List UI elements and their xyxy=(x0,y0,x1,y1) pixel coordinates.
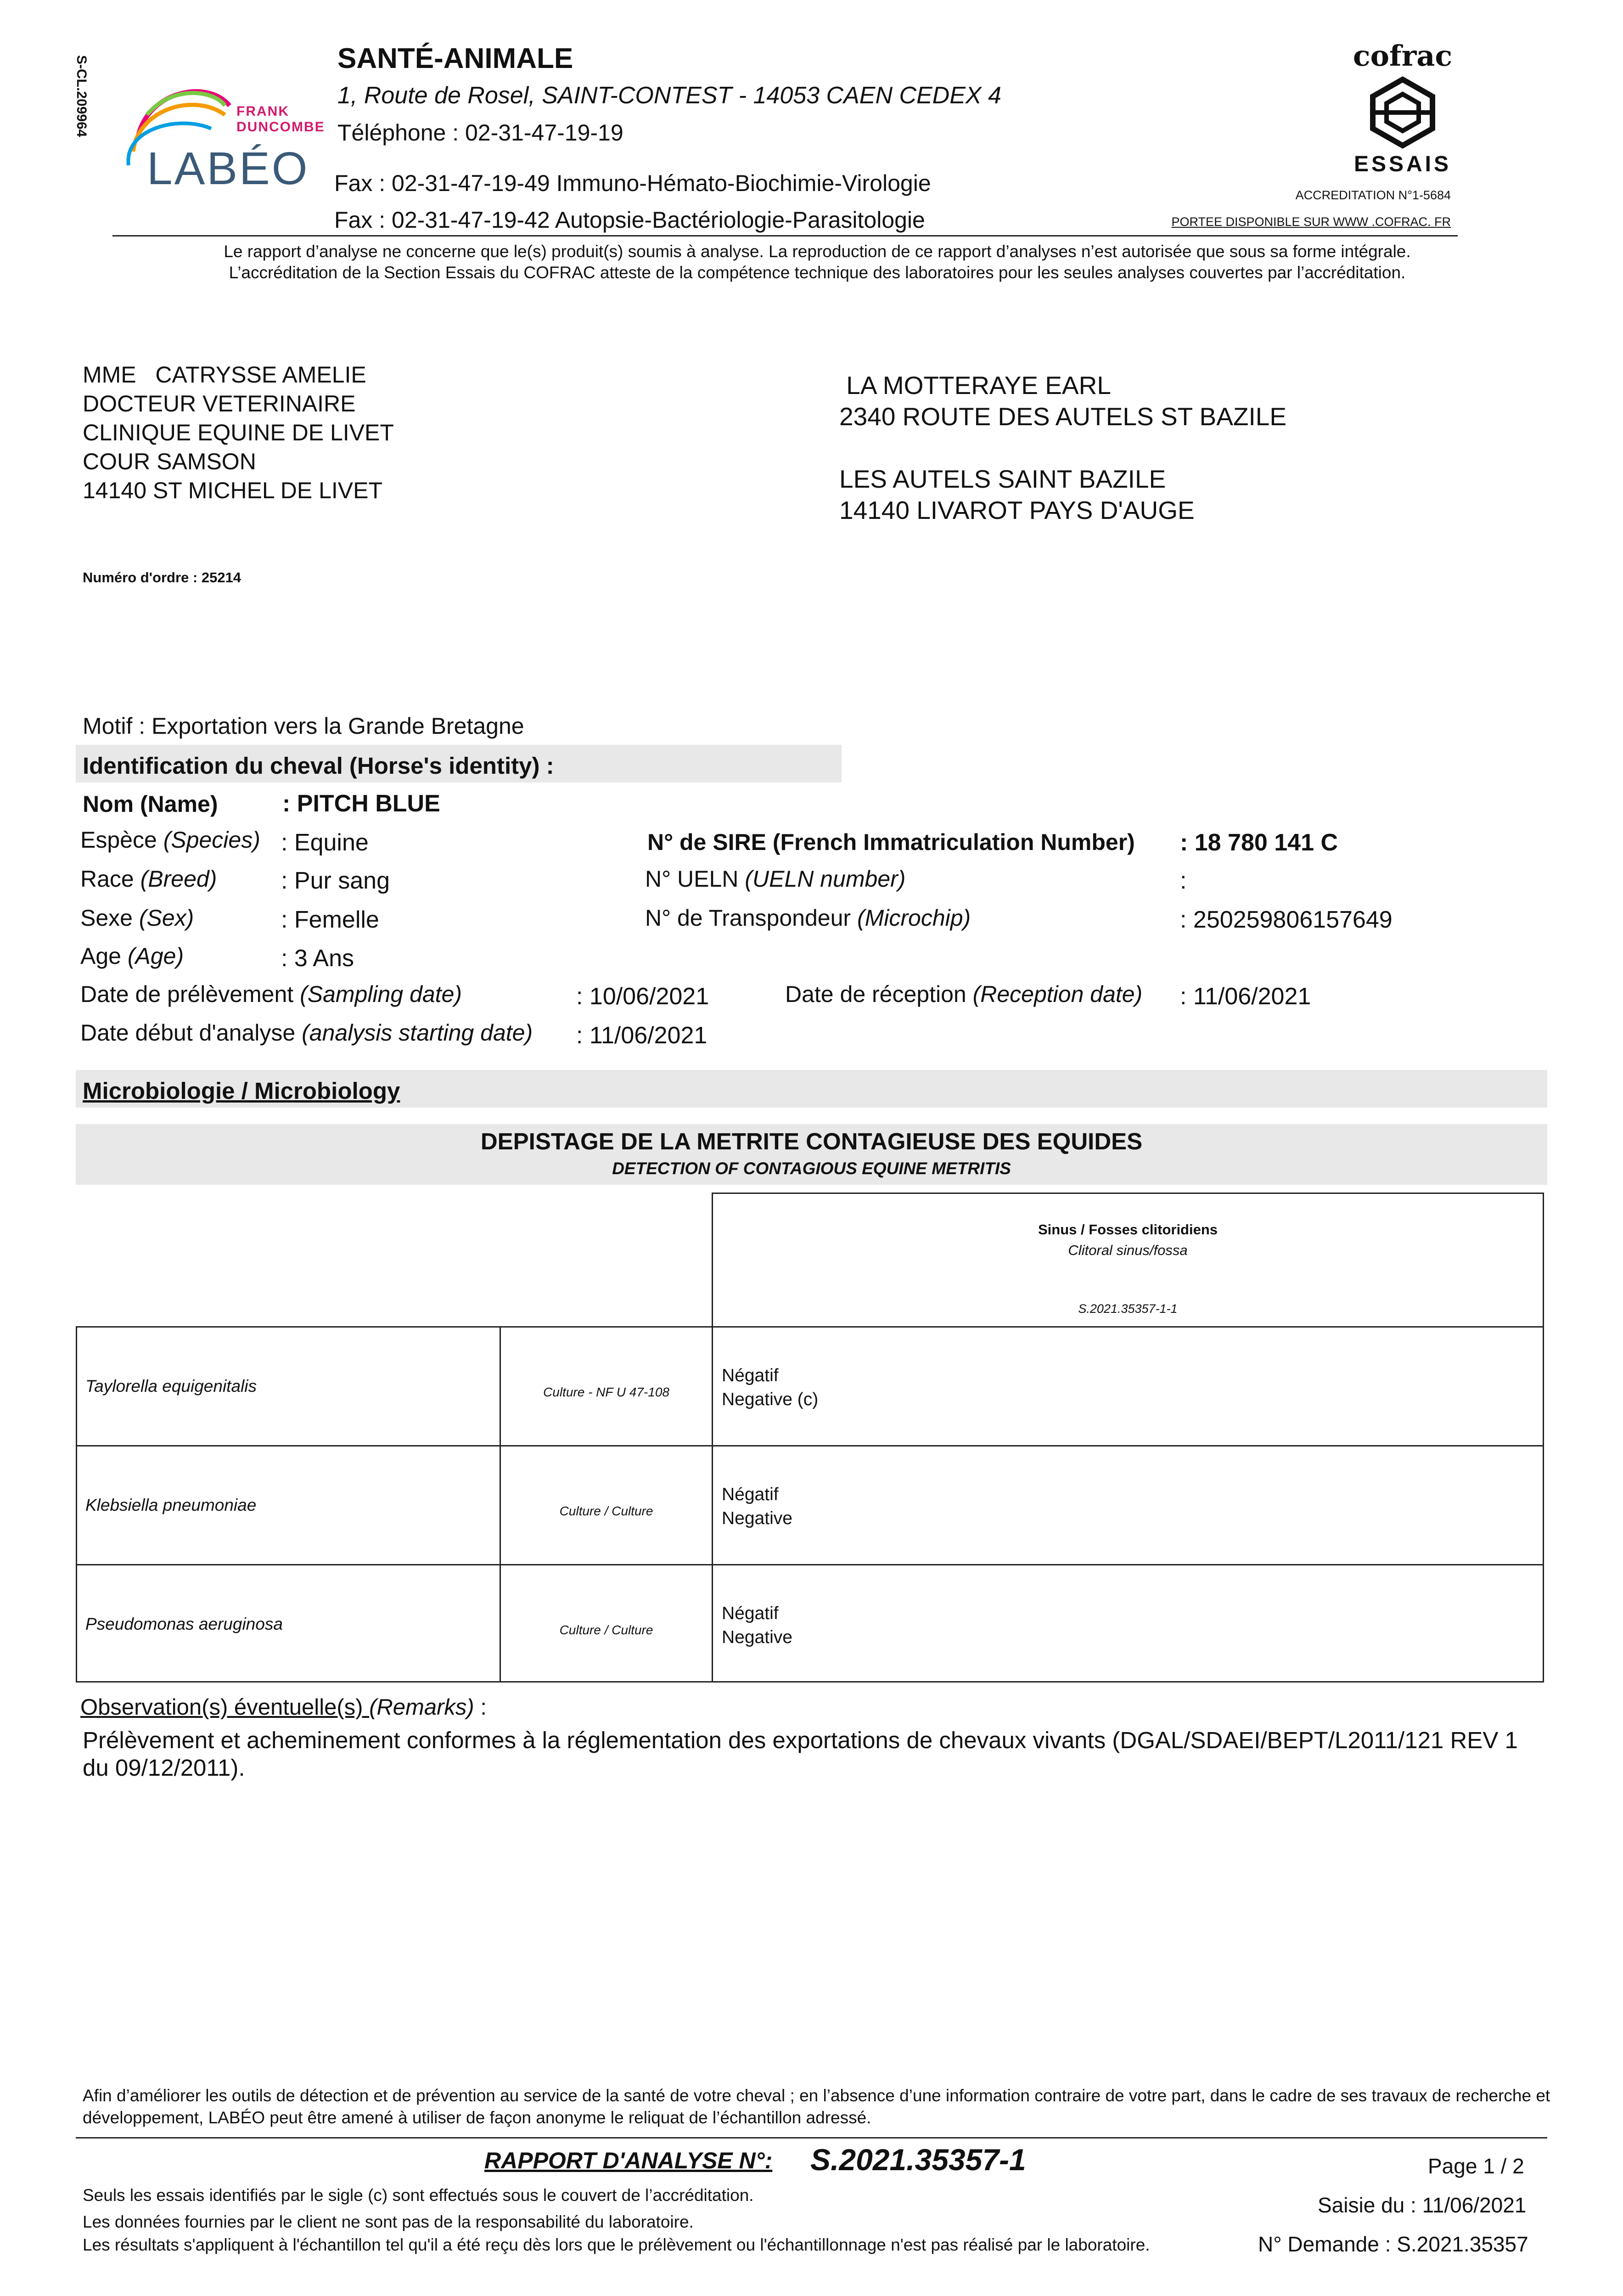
age-value: : 3 Ans xyxy=(281,945,354,972)
reception-date-value: : 11/06/2021 xyxy=(1180,983,1311,1010)
transponder-value: : 250259806157649 xyxy=(1180,906,1393,933)
disclaimer: Le rapport d’analyse ne concerne que le(s) produit(s) soumis à analyse. La reproduction de ce rapport d’analyses n’est autorisée que sous sa forme intégrale. L’accréditation de la Section Essais du COFRAC atteste de la compétence technique des laboratoires pour les seules analyses couvertes par l’accréditation. xyxy=(224,242,1411,282)
micro-title: Microbiologie / Microbiology xyxy=(83,1078,400,1104)
sampling-date-value: : 10/06/2021 xyxy=(576,983,709,1010)
organism-cell: Taylorella equigenitalis xyxy=(85,1377,257,1396)
result-cell: Négatif Negative (c) xyxy=(722,1366,819,1409)
method-cell: Culture - NF U 47-108 xyxy=(543,1385,669,1399)
sex-label: Sexe (Sex) xyxy=(80,905,194,931)
reception-date-label: Date de réception (Reception date) xyxy=(785,981,1143,1007)
organism-cell: Klebsiella pneumoniae xyxy=(85,1496,257,1514)
request-number: N° Demande : S.2021.35357 xyxy=(1258,2232,1528,2256)
owner-address: LA MOTTERAYE EARL 2340 ROUTE DES AUTELS ST BAZILE LES AUTELS SAINT BAZILE 14140 LIVAROT PAYS D'AUGE xyxy=(839,371,1287,524)
result-cell: Négatif Negative xyxy=(722,1604,792,1647)
logo-frank: FRANK xyxy=(236,104,289,119)
cofrac-logo xyxy=(1350,39,1455,186)
org-phone: Téléphone : 02-31-47-19-19 xyxy=(337,120,623,146)
org-name: SANTÉ-ANIMALE xyxy=(337,43,573,74)
logo-labeo: LABÉO xyxy=(147,143,309,194)
observations-label: Observation(s) éventuelle(s) (Remarks) : xyxy=(80,1695,487,1720)
name-value: : PITCH BLUE xyxy=(282,790,440,817)
cofrac-essais: ESSAIS xyxy=(1353,152,1452,176)
footer-line-2: Les données fournies par le client ne sont pas de la responsabilité du laboratoire. xyxy=(83,2212,694,2231)
breed-value: : Pur sang xyxy=(281,867,390,894)
result-cell: Négatif Negative xyxy=(722,1485,792,1528)
name-label: Nom (Name) xyxy=(83,791,218,817)
depistage-subtitle: DETECTION OF CONTAGIOUS EQUINE METRITIS xyxy=(612,1159,1011,1178)
sire-value: : 18 780 141 C xyxy=(1180,829,1338,856)
logo-duncombe: DUNCOMBE xyxy=(236,119,325,135)
header-divider xyxy=(112,235,1458,236)
ueln-label: N° UELN (UELN number) xyxy=(645,866,906,892)
cofrac-hex-icon xyxy=(1366,76,1439,149)
org-fax-2: Fax : 02-31-47-19-42 Autopsie-Bactériologie-Parasitologie xyxy=(334,207,925,233)
transponder-label: N° de Transpondeur (Microchip) xyxy=(645,905,971,931)
footer-divider xyxy=(76,2137,1547,2138)
analysis-date-label: Date début d'analyse (analysis starting date) xyxy=(80,1020,533,1046)
sample-header-en: Clitoral sinus/fossa xyxy=(1068,1242,1188,1258)
analysis-date-value: : 11/06/2021 xyxy=(576,1022,708,1049)
org-fax-1: Fax : 02-31-47-19-49 Immuno-Hémato-Biochimie-Virologie xyxy=(334,170,931,196)
accreditation-number: ACCREDITATION N°1-5684 xyxy=(1295,188,1451,202)
depistage-title: DEPISTAGE DE LA METRITE CONTAGIEUSE DES EQUIDES xyxy=(480,1128,1143,1154)
species-label: Espèce (Species) xyxy=(80,827,260,853)
document-code: S-CL.209964 xyxy=(74,55,89,137)
identity-title: Identification du cheval (Horse's identity) : xyxy=(83,753,554,779)
footer-line-3: Les résultats s'appliquent à l'échantillon tel qu'il a été reçu dès lors que le prélèvement ou l'échantillonnage n'est pas réalisé par le laboratoire. xyxy=(83,2235,1150,2254)
recipient-address: MME CATRYSSE AMELIE DOCTEUR VETERINAIRE CLINIQUE EQUINE DE LIVET COUR SAMSON 14140 ST MICHEL DE LIVET xyxy=(83,362,394,503)
sampling-date-label: Date de prélèvement (Sampling date) xyxy=(80,981,462,1007)
organism-cell: Pseudomonas aeruginosa xyxy=(85,1615,283,1633)
portee-link[interactable]: PORTEE DISPONIBLE SUR WWW .COFRAC. FR xyxy=(1171,215,1451,229)
labeo-logo xyxy=(119,73,325,202)
species-value: : Equine xyxy=(281,829,369,856)
footer-line-1: Seuls les essais identifiés par le sigle (c) sont effectués sous le couvert de l’accréditation. xyxy=(83,2186,754,2205)
order-number: Numéro d'ordre : 25214 xyxy=(83,569,241,585)
report-label: RAPPORT D'ANALYSE N°: xyxy=(484,2148,773,2173)
age-label: Age (Age) xyxy=(80,943,184,969)
entry-date: Saisie du : 11/06/2021 xyxy=(1318,2193,1527,2217)
footer-note: Afin d’améliorer les outils de détection et de prévention au service de la santé de votre cheval ; en l’absence d’une information contraire de votre part, dans le cadre de ses travaux de recherche et développement, LABÉO peut être amené à utiliser de façon anonyme le reliquat de l’échantillon adressé. xyxy=(83,2086,1550,2127)
org-address: 1, Route de Rosel, SAINT-CONTEST - 14053 CAEN CEDEX 4 xyxy=(337,82,1001,109)
sample-id: S.2021.35357-1-1 xyxy=(1078,1302,1178,1316)
ueln-value: : xyxy=(1180,867,1187,894)
sex-value: : Femelle xyxy=(281,906,379,933)
sample-header: Sinus / Fosses clitoridiens xyxy=(1038,1221,1218,1238)
sire-label: N° de SIRE (French Immatriculation Number) xyxy=(647,829,1135,855)
method-cell: Culture / Culture xyxy=(559,1504,653,1518)
report-number: S.2021.35357-1 xyxy=(810,2143,1026,2177)
observations-text: Prélèvement et acheminement conformes à la réglementation des exportations de chevaux vivants (DGAL/SDAEI/BEPT/L2011/121 REV 1 du 09/12/2011). xyxy=(83,1727,1518,1781)
breed-label: Race (Breed) xyxy=(80,866,217,892)
cofrac-word: cofrac xyxy=(1353,39,1453,73)
motif: Motif : Exportation vers la Grande Bretagne xyxy=(83,713,524,739)
page-number: Page 1 / 2 xyxy=(1428,2154,1524,2178)
method-cell: Culture / Culture xyxy=(559,1623,653,1637)
